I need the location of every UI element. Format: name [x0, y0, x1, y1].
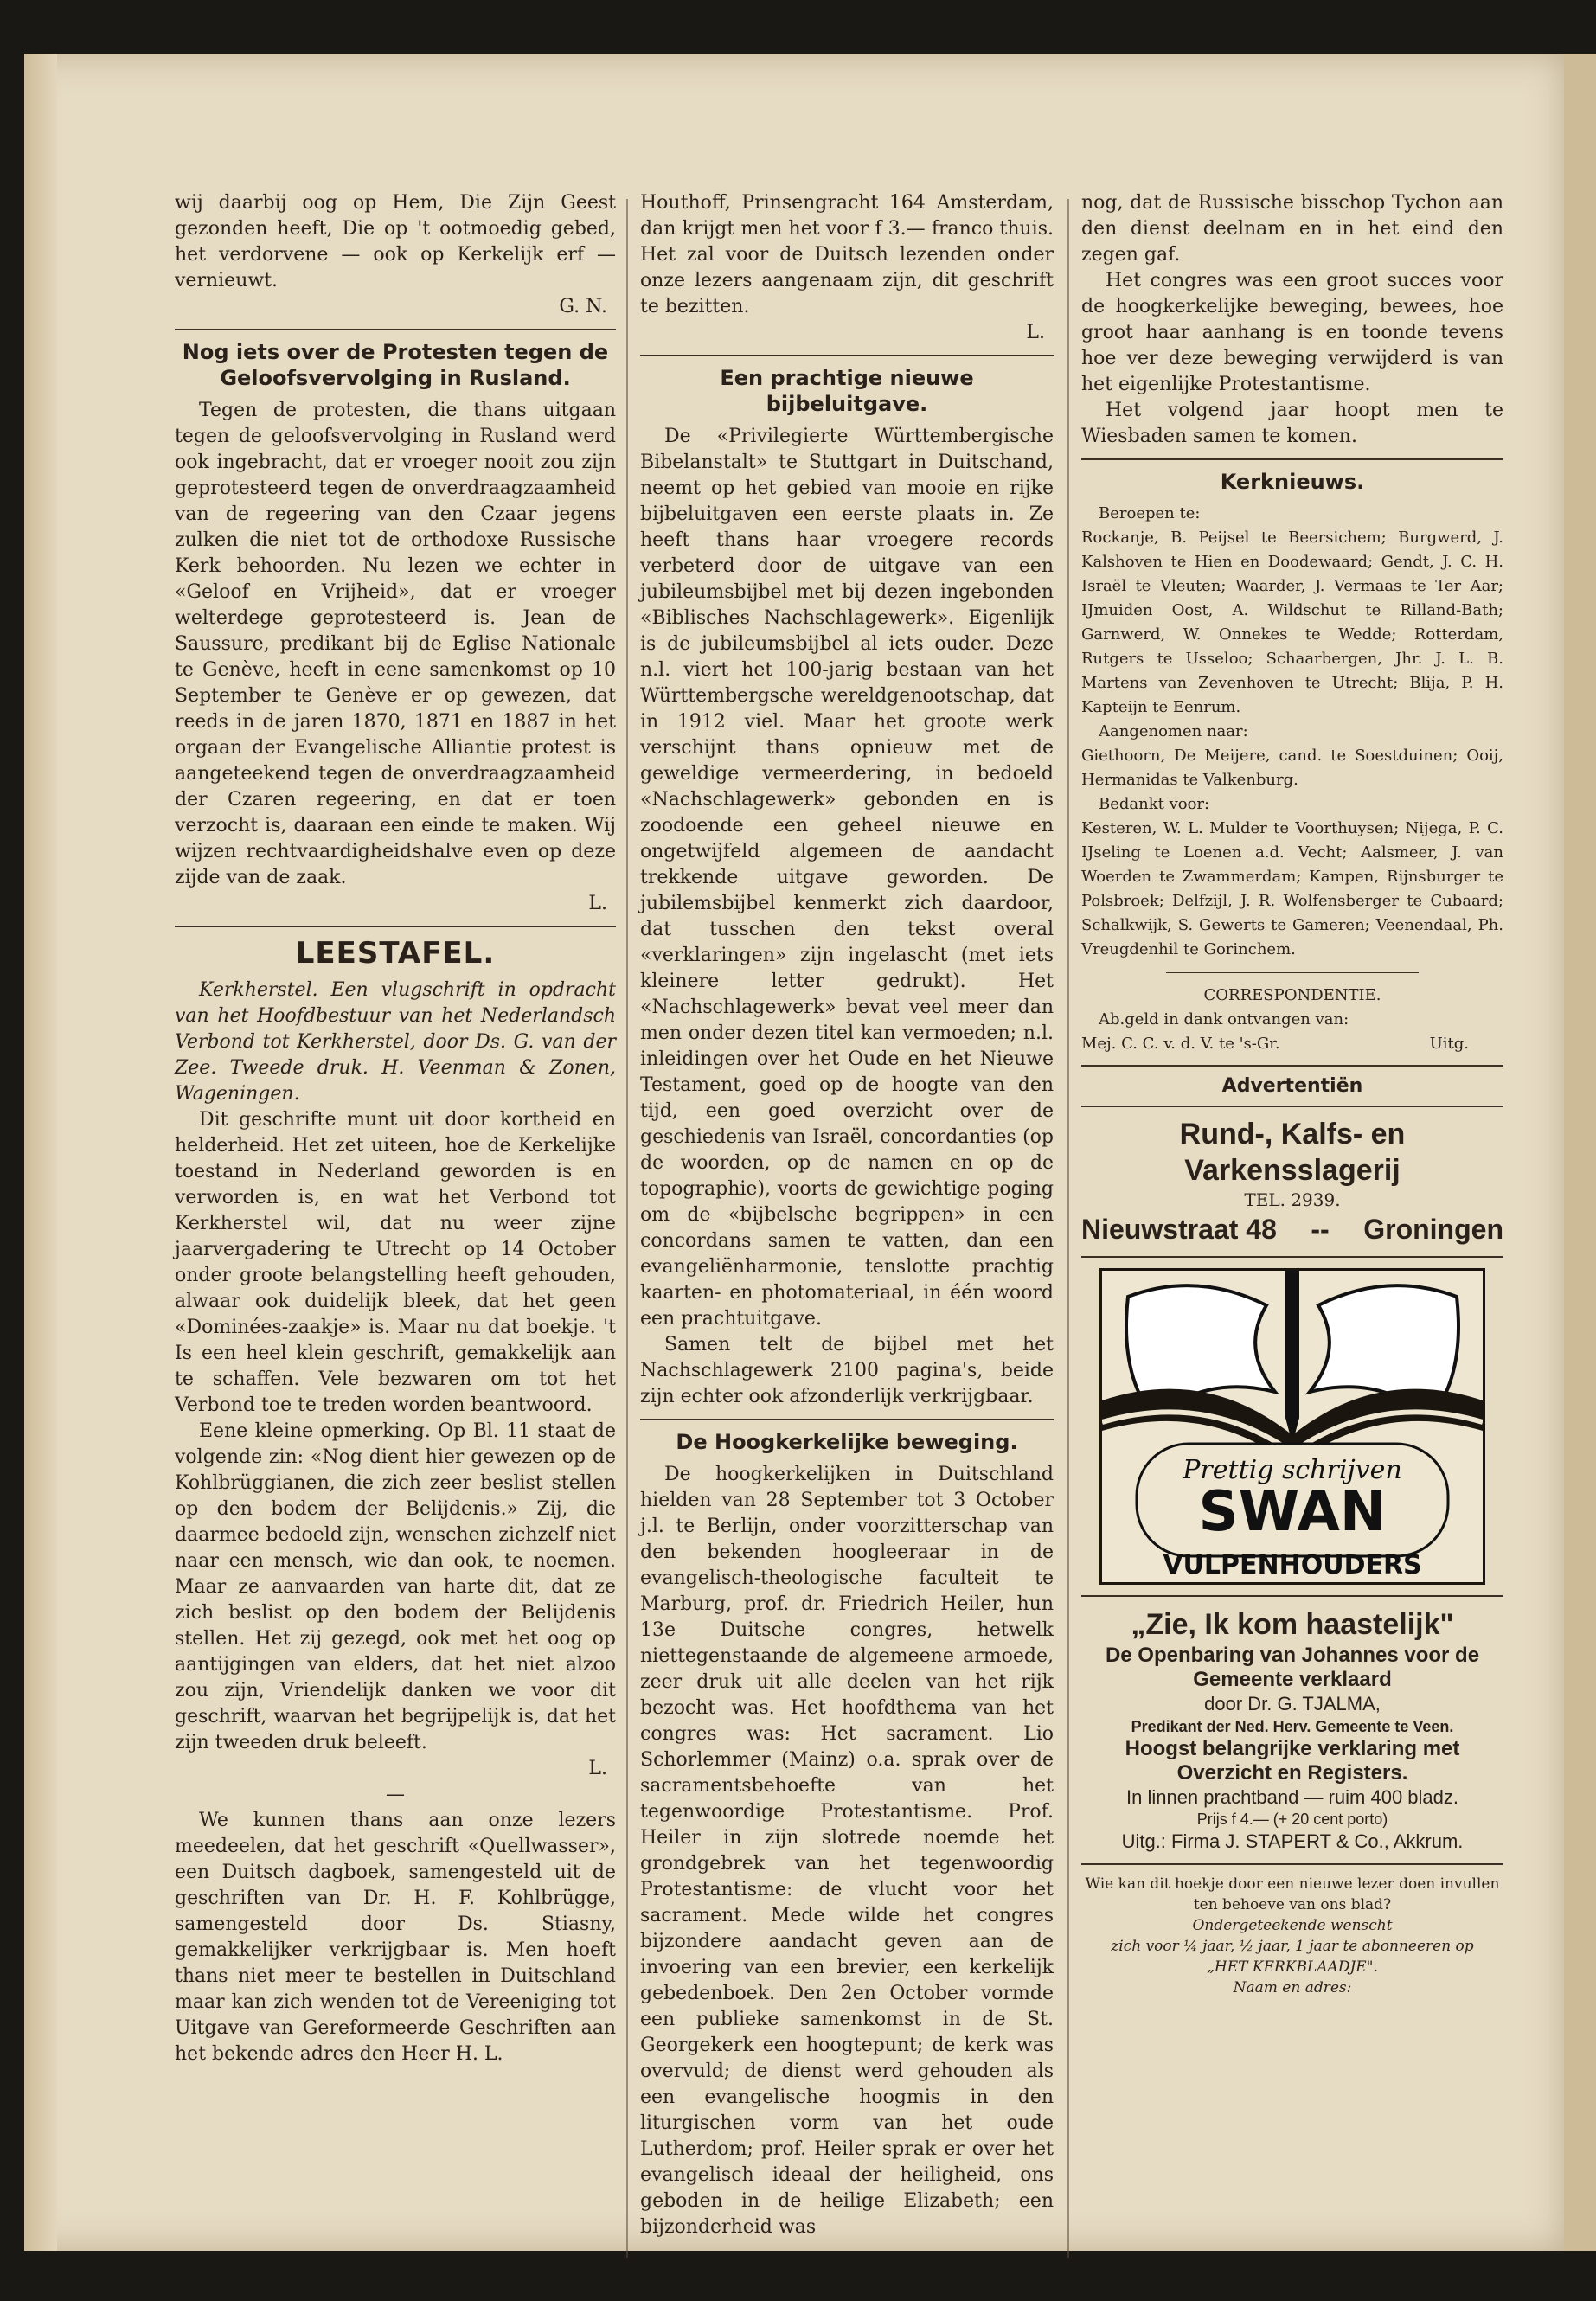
bedankt-list: Kesteren, W. L. Mulder te Voorthuysen; Nijega, P. C. IJseling te Loenen a.d. Vecht; Aalsmeer, J. van Woerden te Zwammerdam; Kampen, Rijnsburger te Polsbroek; Delfzijl, J. R. Wolfensberger te Cubaard; Schalkwijk, S. Gewerts te Gameren; Veenendaal, Ph. Vreugdenhil te Gorinchem.: [1081, 819, 1503, 958]
book-ad-author: door Dr. G. TJALMA,: [1204, 1693, 1381, 1715]
subscription-name-field[interactable]: Naam en adres:: [1233, 1979, 1352, 1997]
divider: [1081, 1256, 1503, 1258]
divider: [1081, 1065, 1503, 1067]
article-title: Een prachtige nieuwe bijbeluitgave.: [720, 366, 974, 416]
article-paragraph: Het volgend jaar hoopt men te Wiesbaden samen te komen.: [1081, 400, 1503, 447]
separator-dash: —: [386, 1784, 405, 1805]
swan-brand: SWAN: [1198, 1480, 1387, 1544]
signature: L.: [588, 893, 607, 914]
divider: [1166, 972, 1420, 973]
swan-pen-ad: [1099, 1268, 1485, 1585]
divider: [1081, 1106, 1503, 1107]
intro-text: wij daarbij oog op Hem, Die Zijn Geest gezonden heeft, Die op 't ootmoedig gebed, het verdorvene — ook op Kerkelijk erf — vernieuwt.: [175, 192, 616, 292]
divider: [640, 355, 1054, 356]
column-3: [1081, 190, 1503, 1998]
swan-slogan: Prettig schrijven: [1183, 1455, 1402, 1485]
divider: [640, 1419, 1054, 1420]
signature: L.: [1026, 322, 1045, 343]
intro-text: nog, dat de Russische bisschop Tychon aan den dienst deelnam en in het eind den zegen gaf.: [1081, 192, 1503, 266]
correspondentie-entry: Mej. C. C. v. d. V. te 's-Gr.: [1081, 1035, 1280, 1053]
article-body: Tegen de protesten, die thans uitgaan tegen de geloofsvervolging in Rusland werd ook ingebracht, dat er vroeger nooit zou zijn geprotesteerd tegen de onverdraagzaamheid van de regeering van den Czaar jegens zulken die niet tot de orthodoxe Russische Kerk behoorden. Nu lezen we echter in «Geloof en Vrijheid», dat er vroeger welterdege geprotesteerd is. Jean de Saussure, predikant bij de Eglise Nationale te Genève, heeft in eene samenkomst op 10 September te Genève er op gewezen, dat reeds in de jaren 1870, 1871 en 1887 in het orgaan der Evangelische Alliantie protest is aangeteekend tegen de onverdraagzaamheid der Czaren regeering, en dat er toen verzocht is, daaraan een einde te maken. Wij wijzen rechtvaardigheidshalve even op deze zijde van de zaak.: [175, 400, 616, 888]
divider: [1081, 1595, 1503, 1597]
correspondentie-line: Ab.geld in dank ontvangen van:: [1099, 1010, 1349, 1029]
address-separator: --: [1311, 1214, 1330, 1245]
book-ad-headline: „Zie, Ik kom haastelijk": [1131, 1608, 1454, 1641]
review-paragraph: Dit geschrifte munt uit door kortheid en helderheid. Het zet uiteen, hoe de Kerkelijke toestand in Nederland geworden is en verworden is, en wat het Verbond tot Kerkherstel wil, dat nu weer zijne jaarvergadering te Utrecht op 14 October onder groote belangstelling heeft gehouden, alwaar ook duidelijk bleek, dat het geen «Dominées-zaakje» is. Maar nu dat boekje. 't Is een heel klein geschrift, gemakkelijk aan te schaffen. Vele bezwaren om tot het Verbond toe te treden worden beantwoord.: [175, 1109, 616, 1416]
kerknieuws-title: Kerknieuws.: [1220, 470, 1365, 494]
article-title: De Hoogkerkelijke beweging.: [676, 1430, 1018, 1454]
beroepen-label: Beroepen te:: [1099, 504, 1201, 522]
article-paragraph: Samen telt de bijbel met het Nachschlagewerk 2100 pagina's, beide zijn echter ook afzonderlijk verkrijgbaar.: [640, 1334, 1054, 1407]
aangenomen-list: Giethoorn, De Meijere, cand. te Soestduinen; Ooij, Hermanidas te Valkenburg.: [1081, 747, 1503, 789]
article-paragraph: Het congres was een groot succes voor de hoogkerkelijke beweging, bewees, hoe groot haar aanhang is en toonde tevens hoe ver deze beweging verwijderd is van het eigenlijke Protestantisme.: [1081, 270, 1503, 395]
butcher-address: [1081, 1211, 1503, 1247]
swan-product: VULPENHOUDERS: [1163, 1550, 1422, 1580]
book-reference: Kerkherstel. Een vlugschrift in opdracht van het Hoofdbestuur van het Nederlandsch Verbond tot Kerkherstel, door Ds. G. van der Zee. Tweede druk. H. Veenman & Zonen, Wageningen.: [175, 979, 616, 1105]
advertenties-title: Advertentiën: [1221, 1075, 1363, 1097]
book-ad-author-role: Predikant der Ned. Herv. Gemeente te Veen.: [1131, 1718, 1454, 1735]
section-title: LEESTAFEL.: [295, 936, 496, 971]
butcher-ad: [1081, 1116, 1503, 1247]
aangenomen-label: Aangenomen naar:: [1099, 722, 1248, 740]
book-ad-price: Prijs f 4.— (+ 20 cent porto): [1196, 1811, 1388, 1828]
subscription-question: Wie kan dit hoekje door een nieuwe lezer doen invullen ten behoeve van ons blad?: [1085, 1875, 1500, 1913]
divider: [175, 926, 616, 927]
butcher-name: Rund-, Kalfs- en Varkensslagerij: [1179, 1118, 1406, 1187]
divider: [1081, 458, 1503, 460]
book-ad-binding: In linnen prachtband — ruim 400 bladz.: [1125, 1786, 1458, 1808]
butcher-tel: TEL. 2939.: [1244, 1189, 1341, 1210]
correspondentie-block: [1081, 984, 1503, 1056]
book-ad-praise: Hoogst belangrijke verklaring met Overzicht en Registers.: [1125, 1737, 1460, 1785]
column-divider: [626, 199, 628, 2258]
review-paragraph: We kunnen thans aan onze lezers meedeelen, dat het geschrift «Quellwasser», een Duitsch dagboek, samengesteld uit de geschriften van Dr. H. F. Kohlbrügge, samengesteld door Ds. Stiasny, gemakkelijker verkrijgbaar is. Men hoeft thans niet meer te bestellen in Duitschland maar kan zich wenden tot de Vereeniging tot Uitgave van Gereformeerde Geschriften aan het bekende adres den Heer H. L.: [175, 1810, 616, 2065]
subscription-line: zich voor ¼ jaar, ½ jaar, 1 jaar te abonneeren op: [1111, 1938, 1474, 1955]
bedankt-label: Bedankt voor:: [1099, 795, 1210, 813]
article-paragraph: De «Privilegierte Württembergische Bibelanstalt» te Stuttgart in Duitschand, neemt op het gebied van mooie en rijke bijbeluitgaven een eerste plaats in. Ze heeft thans haar vroegere records verbeterd door de uitgave van een jubileumsbijbel met bij dezen ingebonden «Biblisches Nachschlagewerk». Eigenlijk is de jubileumsbijbel al iets ouder. Deze n.l. viert het 100-jarig bestaan van het Württembergsche wereldgenootschap, dat in 1912 viel. Maar het groote werk verschijnt thans opnieuw met de geweldige vermeerdering, in bedoeld «Nachschlagewerk» gebonden en is zoodoende een geheel nieuwe en ongetwijfeld algemeen de aandacht trekkende uitgave geworden. De jubilemsbijbel kenmerkt zich daardoor, dat tusschen den tekst overal «verklaringen» zijn ingelascht (met iets kleinere letter gedrukt). Het «Nachschlagewerk» bevat veel meer dan men onder dezen titel kan vermoeden; n.l. inleidingen over het Oude en het Nieuwe Testament, goed op de hoogte van den tijd, een goed overzicht over de geschiedenis van Israël, concordanties (op de woorden, op de namen en op de topographie), voorts de gewichtige poging om de «bijbelsche begrippen» in een concordans samen te vatten, dan een evangeliënharmonie, tenslotte prachtig kaarten- en photomateriaal, in één woord een prachtuitgave.: [640, 426, 1054, 1330]
butcher-street: Nieuwstraat 48: [1081, 1214, 1277, 1245]
butcher-city: Groningen: [1363, 1214, 1503, 1245]
book-ad-title: De Openbaring van Johannes voor de Gemeente verklaard: [1105, 1644, 1480, 1691]
page-edge: [1564, 54, 1596, 2251]
column-1: [175, 190, 616, 2067]
divider: [175, 329, 616, 330]
subscription-box: [1081, 1874, 1503, 1998]
signature: L.: [588, 1758, 607, 1779]
correspondentie-entry-sig: Uitg.: [1429, 1035, 1469, 1053]
subscription-line: Ondergeteekende wenscht: [1192, 1917, 1393, 1934]
swan-illustration: [1102, 1271, 1483, 1582]
kerknieuws-block: [1081, 502, 1503, 962]
book-ad: [1081, 1606, 1503, 1855]
correspondentie-title: CORRESPONDENTIE.: [1203, 986, 1381, 1004]
article-title: Nog iets over de Protesten tegen de Geloofsvervolging in Rusland.: [182, 340, 609, 390]
book-ad-publisher: Uitg.: Firma J. STAPERT & Co., Akkrum.: [1121, 1830, 1464, 1852]
divider: [1081, 1863, 1503, 1865]
review-paragraph: Eene kleine opmerking. Op Bl. 11 staat de volgende zin: «Nog dient hier gewezen op de Kohlbrüggianen, die zich zeer beslist stellen op den bodem der Belijdenis.» Zij, die daarmee bedoeld zijn, wenschen zichzelf niet naar een mensch, wie dan ook, te noemen. Maar ze aanvaarden van harte dit, dat ze zich beslist op den bodem der Belijdenis stellen. Het zij gezegd, ook met het oog op aantijgingen van elders, dat het niet alzoo zou zijn, Vriendelijk danken we voor dit geschrift, waarvan het begrijpelijk is, dat het zijn tweeden druk beleeft.: [175, 1420, 616, 1753]
article-paragraph: De hoogkerkelijken in Duitschland hielden van 28 September tot 3 October j.l. te Berlijn, onder voorzitterschap van den bekenden hoogleeraar in de evangelisch-theologische faculteit te Marburg, prof. dr. Friedrich Heiler, hun 13e Duitsche congres, hetwelk niettegenstaande de algemeene armoede, zeer druk uit alle deelen van het rijk bezocht was. Het hoofdthema van het congres was: Het sacrament. Lio Schorlemmer (Mainz) o.a. sprak over de sacramentsbehoefte van het tegenwoordige Protestantisme. Prof. Heiler in zijn slotrede noemde het grondgebrek van het tegenwoordig Protestantisme: de vlucht voor het sacrament. Mede wilde het congres bijzondere aandacht geven aan de invoering van een brevier, een kerkelijk gebedenboek. Den 2en October vormde een publieke samenkomst in de St. Georgekerk een hoogtepunt; de kerk was overvuld; de dienst werd gehouden als een evangelische hoogmis in den liturgischen vorm van het oude Lutherdom; prof. Heiler sprak er over het evangelisch ideaal der heiligheid, ons geboden in de heilige Elizabeth; een bijzonderheid was: [640, 1464, 1054, 2238]
subscription-line: „HET KERKBLAADJE".: [1207, 1958, 1378, 1976]
beroepen-list: Rockanje, B. Peijsel te Beersichem; Burgwerd, J. Kalshoven te Hien en Doodewaard; Gendt, J. C. H. Israël te Vleuten; Waarder, J. Vermaas te Ter Aar; IJmuiden Oost, A. Wildschut te Rilland-Bath; Garnwerd, W. Onnekes te Wedde; Rotterdam, Rutgers te Usseloo; Schaarbergen, Jhr. J. L. B. Martens van Zevenhoven te Utrecht; Blija, P. H. Kapteijn te Eenrum.: [1081, 529, 1503, 716]
intro-text: Houthoff, Prinsengracht 164 Amsterdam, dan krijgt men het voor f 3.— franco thuis. Het zal voor de Duitsch lezenden onder onze lezers aangenaam zijn, dit geschrift te bezitten.: [640, 192, 1054, 317]
signature: G. N.: [559, 296, 607, 317]
column-divider: [1067, 199, 1069, 2258]
column-2: [640, 190, 1054, 2240]
